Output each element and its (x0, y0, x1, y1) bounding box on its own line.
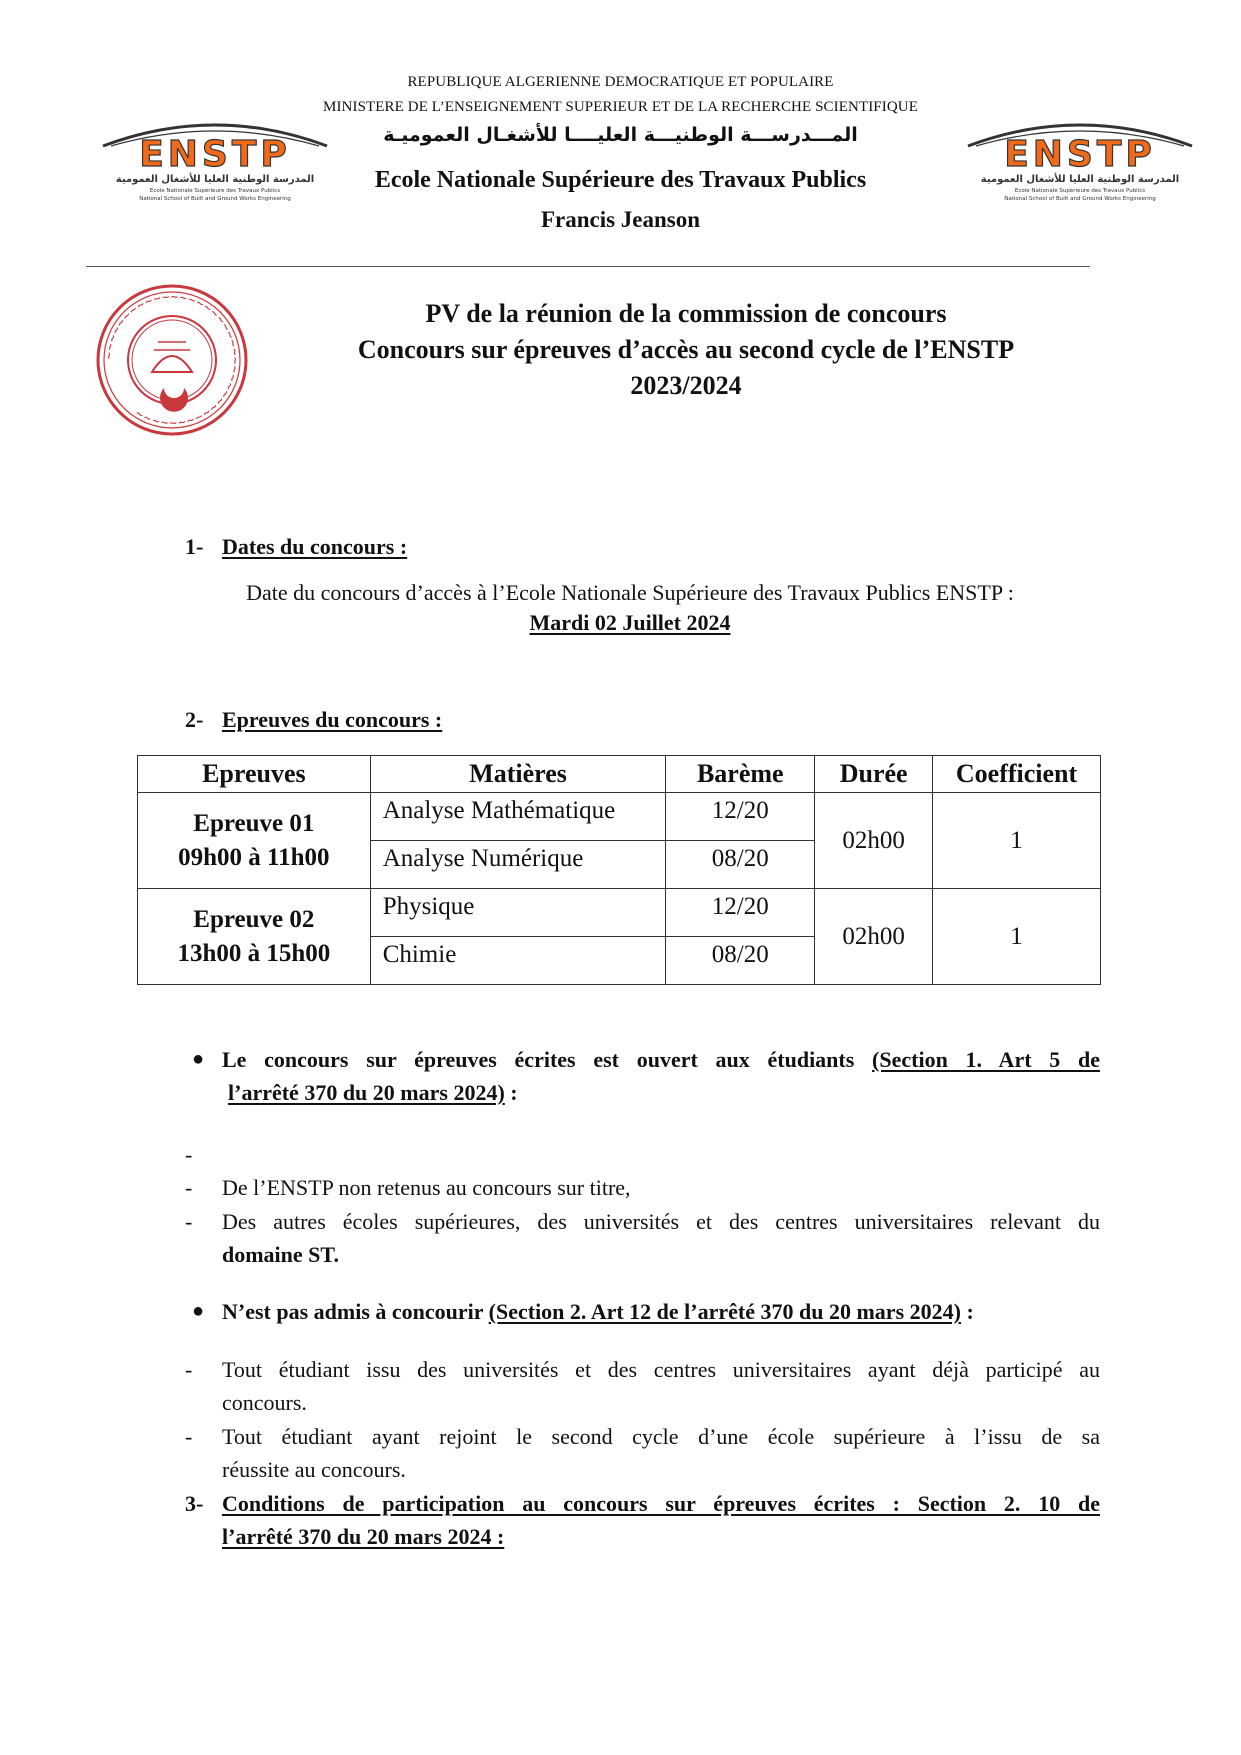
epreuves-table (137, 755, 1101, 985)
bareme-cell: 12/20 (666, 889, 815, 937)
logo-sub2: National School of Built and Ground Works Engineering (139, 196, 291, 202)
section3-number: 3- (185, 1491, 204, 1516)
official-seal-stamp (92, 280, 252, 440)
duree-cell: 02h00 (815, 889, 933, 985)
header-divider (86, 266, 1090, 267)
section2-heading: Epreuves du concours : (222, 707, 443, 732)
list2-item1a: Tout étudiant issu des universités et des centres universitaires ayant déjà participé au (222, 1357, 1100, 1382)
duree-cell: 02h00 (815, 793, 933, 889)
logo-sub1: Ecole Nationale Supérieure des Travaux Publics (149, 188, 281, 194)
epreuve-time: 13h00 à 15h00 (177, 939, 331, 967)
section2-number: 2- (185, 707, 204, 732)
section1-text: Date du concours d’accès à l’Ecole Nationale Supérieure des Travaux Publics ENSTP : (246, 580, 1014, 605)
header-republic: REPUBLIQUE ALGERIENNE DEMOCRATIQUE ET POPULAIRE (407, 74, 834, 90)
table-header: Coefficient (933, 756, 1101, 793)
list2-item2a: Tout étudiant ayant rejoint le second cycle d’une école supérieure à l’issu de sa (222, 1424, 1100, 1449)
list-dash: - (185, 1175, 193, 1200)
logo-arabic: المدرسة الوطنية العليا للأشغال العمومية (980, 174, 1180, 185)
section3-heading-b: l’arrêté 370 du 20 mars 2024 : (222, 1524, 505, 1549)
bullet2-colon: : (960, 1299, 974, 1324)
title-line1: PV de la réunion de la commission de concours (425, 299, 947, 328)
section3-heading-a: Conditions de participation au concours sur épreuves écrites : Section 2. 10 de (222, 1491, 1100, 1516)
table-header: Barème (666, 756, 815, 793)
bullet2-line (222, 1295, 974, 1328)
bullet2-text: N’est pas admis à concourir (222, 1299, 484, 1324)
header-ministry: MINISTERE DE L’ENSEIGNEMENT SUPERIEUR ET DE LA RECHERCHE SCIENTIFIQUE (323, 99, 918, 115)
logo-text: ENSTP (139, 134, 291, 175)
header-subtitle: Francis Jeanson (540, 207, 701, 232)
header-school-name: Ecole Nationale Supérieure des Travaux Publics (374, 167, 867, 193)
bareme-cell: 08/20 (666, 841, 815, 889)
section1-number: 1- (185, 534, 204, 559)
table-row (138, 793, 1101, 841)
section1-date: Mardi 02 Juillet 2024 (529, 610, 731, 635)
table-header: Epreuves (138, 756, 371, 793)
list1-item1: De l’ENSTP non retenus au concours sur titre, (222, 1175, 631, 1200)
table-header-row (138, 756, 1101, 793)
logo-text: ENSTP (1004, 134, 1156, 175)
list-dash: - (185, 1357, 193, 1382)
table-header: Matières (370, 756, 666, 793)
logo-arabic: المدرسة الوطنية العليا للأشغال العمومية (115, 174, 315, 185)
bullet-icon: ● (192, 1048, 205, 1070)
list1-item2b: domaine ST. (222, 1242, 339, 1267)
bullet1-ref-a: (Section 1. Art 5 de (872, 1047, 1100, 1072)
epreuve-name: Epreuve 01 (193, 809, 315, 837)
matiere-cell: Chimie (370, 937, 666, 985)
list1-item2a: Des autres écoles supérieures, des universités et des centres universitaires relevant du (222, 1209, 1100, 1234)
list2-item2b: réussite au concours. (222, 1457, 406, 1482)
table-header: Durée (815, 756, 933, 793)
matiere-cell: Analyse Mathématique (370, 793, 666, 841)
bareme-cell: 08/20 (666, 937, 815, 985)
epreuve-cell (138, 889, 371, 985)
logo-sub2: National School of Built and Ground Works Engineering (1004, 196, 1156, 202)
svg-text:~~~~~~~~~~~~~~~~~~~~~~~~~~~~~~: ~~~~~~~~~~~~~~~~~~~~~~~~~~~~~~~~~~~~~~ (103, 291, 241, 429)
logo-sub1: Ecole Nationale Supérieure des Travaux Publics (1014, 188, 1146, 194)
title-year: 2023/2024 (630, 371, 742, 400)
coef-cell: 1 (933, 889, 1101, 985)
bullet-icon: ● (192, 1300, 205, 1322)
bullet1-line2 (228, 1076, 518, 1109)
epreuve-time: 09h00 à 11h00 (178, 843, 330, 871)
bullet1-ref-b: l’arrêté 370 du 20 mars 2024) (228, 1080, 505, 1105)
bullet2-ref: (Section 2. Art 12 de l’arrêté 370 du 20 mars 2024) (488, 1299, 961, 1324)
matiere-cell: Physique (370, 889, 666, 937)
epreuve-name: Epreuve 02 (193, 905, 315, 933)
title-line2: Concours sur épreuves d’accès au second cycle de l’ENSTP (357, 335, 1015, 364)
enstp-logo-right (960, 112, 1200, 208)
table-row (138, 889, 1101, 937)
list-dash: - (185, 1142, 193, 1167)
list2-item1b: concours. (222, 1390, 307, 1415)
bullet1-text: Le concours sur épreuves écrites est ouvert aux étudiants (222, 1047, 855, 1072)
enstp-logo-left (95, 112, 335, 208)
header-arabic-school: المـــدرســـة الوطنيـــة العليــــا للأشغـال العموميـة (383, 124, 858, 146)
coef-cell: 1 (933, 793, 1101, 889)
bareme-cell: 12/20 (666, 793, 815, 841)
matiere-cell: Analyse Numérique (370, 841, 666, 889)
epreuve-cell (138, 793, 371, 889)
list-dash: - (185, 1209, 193, 1234)
bullet1-line1 (222, 1043, 1100, 1076)
bullet1-colon: : (504, 1080, 518, 1105)
section1-heading: Dates du concours : (222, 534, 408, 559)
list-dash: - (185, 1424, 193, 1449)
